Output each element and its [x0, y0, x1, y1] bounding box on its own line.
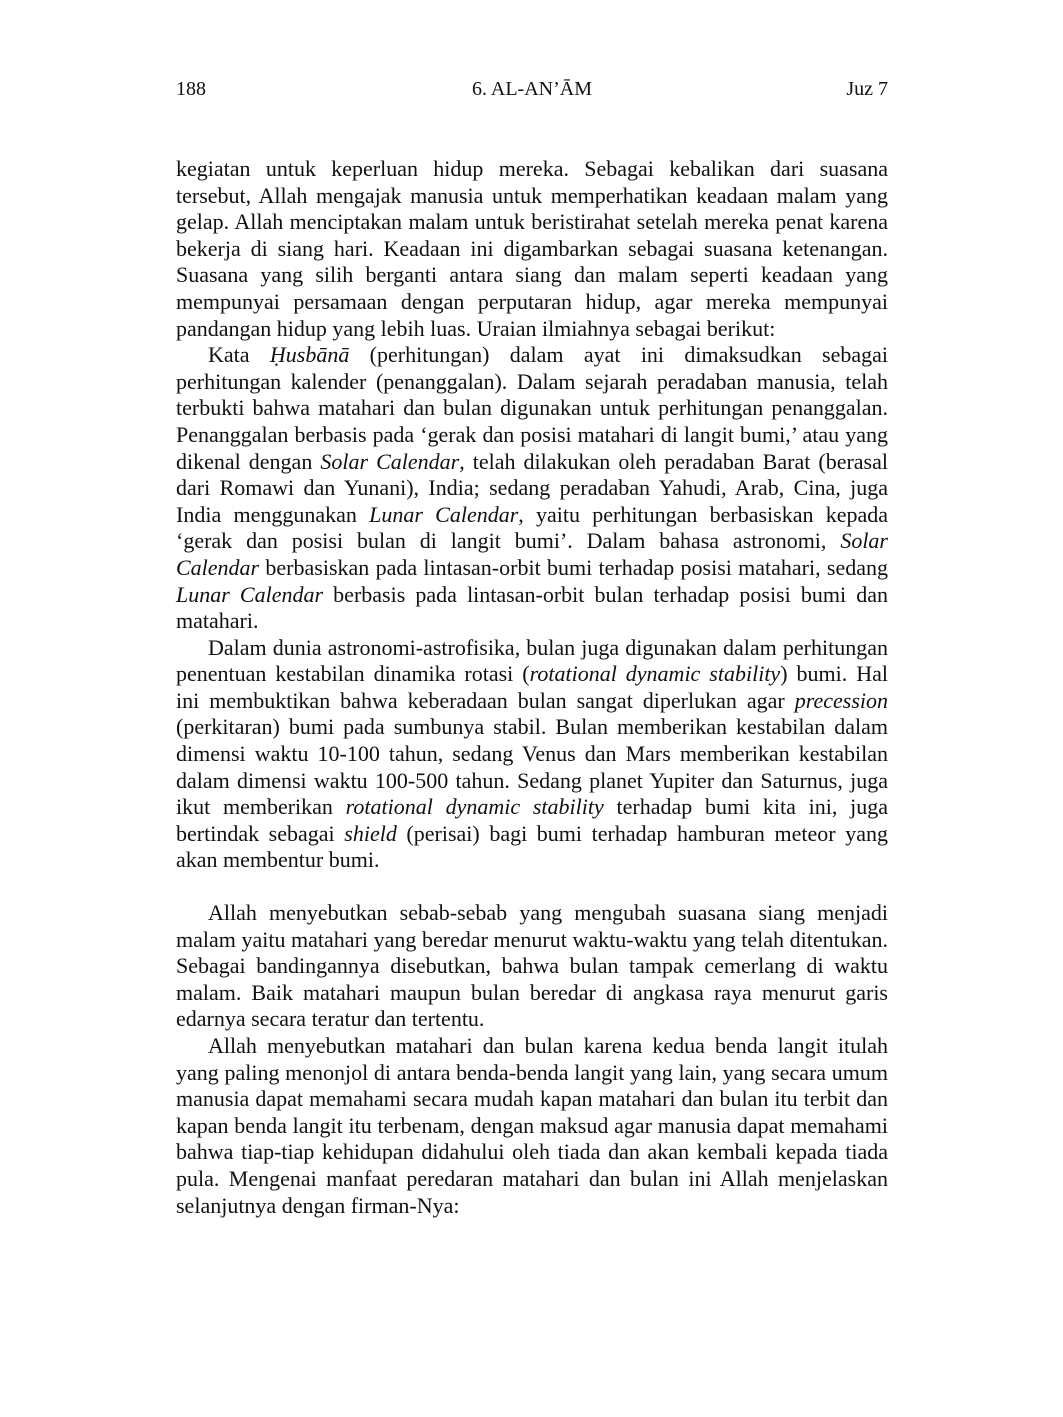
text-segment: , telah dilakukan oleh peradaban Barat (berasal dari Romawi dan Yunani), India; sedang peradaban Yahudi, Arab, Cina, juga India menggunakan	[176, 448, 888, 527]
italic-term: precession	[794, 687, 888, 713]
italic-term: shield	[344, 820, 397, 846]
text-segment: terhadap bumi kita ini, juga bertindak sebagai	[176, 794, 888, 846]
text-segment: Kata	[208, 342, 270, 368]
italic-term: Lunar Calendar	[176, 581, 324, 607]
page-header	[176, 76, 888, 102]
text-segment: , yaitu perhitungan berbasiskan kepada ‘gerak dan posisi bulan di langit bumi’. Dalam bahasa astronomi,	[176, 501, 888, 554]
italic-term: Solar Calendar	[176, 528, 888, 580]
text-segment: Allah menyebutkan matahari dan bulan karena kedua benda langit itulah yang paling menonjol di antara benda-benda langit yang lain, yang secara umum manusia dapat memahami secara mudah kapan matahari dan bulan itu terbit dan kapan benda langit itu terbenam, dengan maksud agar manusia dapat memahami bahwa tiap-tiap kehidupan didahului oleh tiada dan akan kembali kepada tiada pula. Mengenai manfaat peredaran matahari dan bulan ini Allah menjelaskan selanjutnya dengan firman-Nya:	[176, 1033, 888, 1218]
paragraph	[176, 635, 888, 874]
juz-label: Juz 7	[846, 78, 888, 100]
surah-title: 6. AL-AN’ĀM	[472, 78, 592, 100]
text-segment: ) bumi. Hal ini membuktikan bahwa keberadaan bulan sangat diperlukan agar	[176, 661, 888, 713]
paragraph	[176, 342, 888, 635]
text-segment: (perisai) bagi bumi terhadap hamburan meteor yang akan membentur bumi.	[176, 820, 888, 873]
text-segment: Dalam dunia astronomi-astrofisika, bulan juga digunakan dalam perhitungan penentuan kestabilan dinamika rotasi (	[176, 634, 888, 687]
paragraph	[176, 1033, 888, 1219]
italic-term: rotational dynamic stability	[529, 661, 781, 687]
text-segment: (perkitaran) bumi pada sumbunya stabil. Bulan memberikan kestabilan dalam dimensi waktu 10-100 tahun, sedang Venus dan Mars memberikan kestabilan dalam dimensi waktu 100-500 tahun. Sedang planet Yupiter dan Saturnus, juga ikut memberikan	[176, 714, 888, 820]
text-segment: kegiatan untuk keperluan hidup mereka. Sebagai kebalikan dari suasana tersebut, Allah mengajak manusia untuk memperhatikan keadaan malam yang gelap. Allah menciptakan malam untuk beristirahat setelah mereka penat karena bekerja di siang hari. Keadaan ini digambarkan sebagai suasana ketenangan. Suasana yang silih berganti antara siang dan malam seperti keadaan yang mempunyai persamaan dengan perputaran hidup, agar mereka mempunyai pandangan hidup yang lebih luas. Uraian ilmiahnya sebagai berikut:	[176, 156, 888, 341]
italic-term: Ḥusbānā	[269, 342, 350, 368]
text-segment: berbasis pada lintasan-orbit bulan terhadap posisi bumi dan matahari.	[176, 581, 888, 634]
italic-term: Lunar Calendar	[369, 501, 519, 527]
italic-term: rotational dynamic stability	[345, 794, 604, 820]
paragraph	[176, 900, 888, 1033]
paragraph	[176, 156, 888, 342]
text-segment: (perhitungan) dalam ayat ini dimaksudkan sebagai perhitungan kalender (penanggalan). Dalam sejarah peradaban manusia, telah terbukti bahwa matahari dan bulan digunakan untuk perhitungan penanggalan. Penanggalan berbasis pada ‘gerak dan posisi matahari di langit bumi,’ atau yang dikenal dengan	[176, 342, 888, 474]
page-number: 188	[176, 78, 206, 100]
italic-term: Solar Calendar	[320, 448, 460, 474]
text-segment: Allah menyebutkan sebab-sebab yang mengubah suasana siang menjadi malam yaitu matahari yang beredar menurut waktu-waktu yang telah ditentukan. Sebagai bandingannya disebutkan, bahwa bulan tampak cemerlang di waktu malam. Baik matahari maupun bulan beredar di angkasa raya menurut garis edarnya secara teratur dan tertentu.	[176, 900, 888, 1032]
text-segment: berbasiskan pada lintasan-orbit bumi terhadap posisi matahari, sedang	[259, 554, 888, 580]
body-text	[176, 156, 888, 1219]
